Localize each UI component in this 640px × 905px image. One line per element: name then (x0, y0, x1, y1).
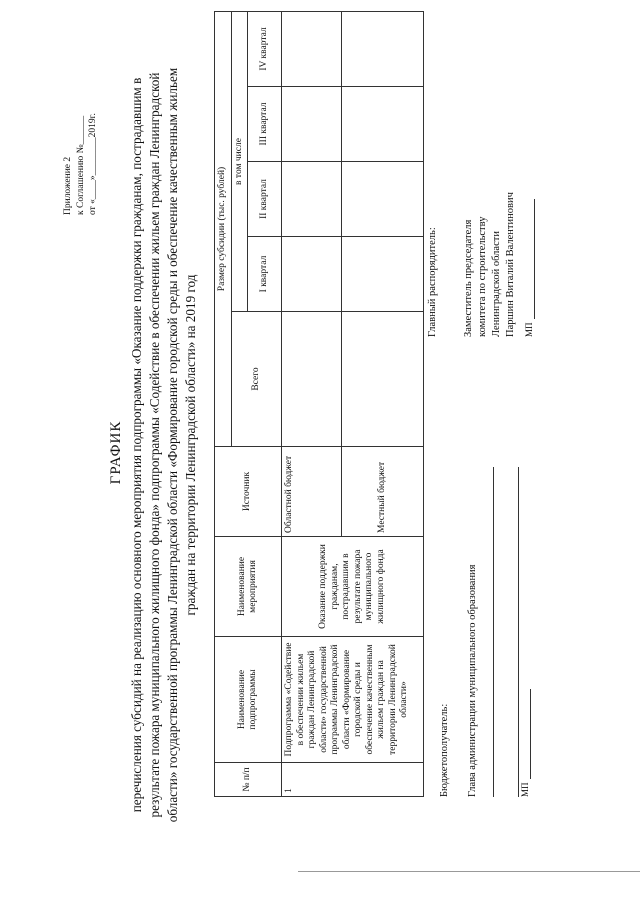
cell-q3-regional (282, 87, 342, 162)
cell-source-local: Местный бюджет (342, 447, 424, 537)
header-incl: в том числе (231, 11, 248, 311)
header-q3: III квартал (248, 87, 282, 162)
stamp-line (530, 689, 531, 779)
cell-q1-local (342, 237, 424, 312)
cell-q2-regional (282, 162, 342, 237)
cell-q4-local (342, 11, 424, 86)
cell-total-local (342, 312, 424, 447)
manager-title-1: Заместитель председателя (463, 219, 474, 337)
cell-q4-regional (282, 11, 342, 86)
header-q1: I квартал (248, 237, 282, 312)
cell-total-regional (282, 312, 342, 447)
recipient-stamp-mark: МП (520, 782, 530, 797)
cell-source-regional: Областной бюджет (282, 447, 342, 537)
cell-q2-local (342, 162, 424, 237)
cell-subprogram: Подпрограмма «Содействие в обеспечении жильем граждан Ленинградской области» государственной программы Ленинградской области «Формирование городской среды и обеспечение качественным жильем граждан на территории Ленинградской области» (282, 637, 424, 763)
signature-line (518, 467, 519, 797)
manager-label: Главный распорядитель: (427, 227, 438, 337)
scan-edge-line (298, 871, 640, 872)
recipient-label: Бюджетополучатель: (439, 703, 450, 797)
recipient-title: Глава администрации муниципального образования (467, 564, 478, 797)
signature-line (493, 467, 494, 797)
header-num: № п/п (215, 763, 282, 797)
manager-title-2: комитета по строительству (477, 216, 488, 337)
cell-num: 1 (282, 763, 424, 797)
appendix-agreement: к Соглашению №______ (75, 115, 86, 215)
header-total: Всего (231, 312, 282, 447)
cell-measure: Оказание поддержки гражданам, пострадавшим в результате пожара муниципального жилищного фонда (282, 537, 424, 637)
document-title: ГРАФИК (108, 420, 124, 485)
stamp-line (534, 199, 535, 319)
header-q4: IV квартал (248, 11, 282, 86)
cell-q3-local (342, 87, 424, 162)
manager-title-3: Ленинградской области (491, 231, 502, 337)
cell-q1-regional (282, 237, 342, 312)
appendix-date: от «____»________2019г. (88, 113, 98, 215)
header-subsidy: Размер субсидии (тыс. рублей) (215, 11, 232, 446)
manager-name: Паршин Виталий Валентинович (505, 192, 516, 337)
header-q2: II квартал (248, 162, 282, 237)
document-subtitle: перечисления субсидий на реализацию основного мероприятия подпрограммы «Оказание поддержки гражданам, пострадавшим в результате пожара муниципального жилищного фонда» подпрограммы «Содействие в обеспечении жильем граждан Ленинградской области» государственной программы Ленинградской области «Формирование городской среды и обеспечение качественным жильем граждан на территории Ленинградской области» на 2019 год (129, 67, 198, 823)
subsidy-schedule-table (214, 11, 424, 797)
header-source: Источник (215, 447, 282, 537)
table-header-row (215, 11, 232, 796)
appendix-number: Приложение 2 (63, 156, 73, 215)
appendix-header (62, 35, 100, 215)
table-row (282, 11, 342, 796)
header-subprogram: Наименование подпрограммы (215, 637, 282, 763)
header-measure: Наименование мероприятия (215, 537, 282, 637)
manager-stamp-mark: МП (524, 322, 534, 337)
